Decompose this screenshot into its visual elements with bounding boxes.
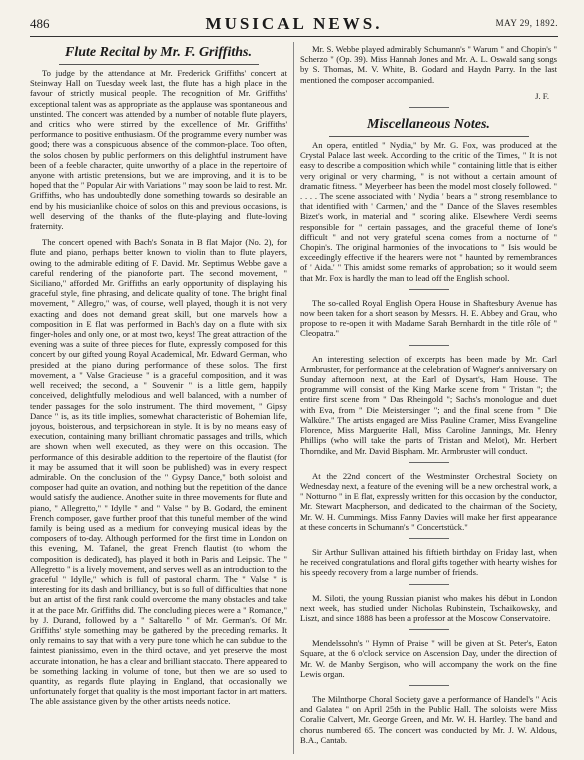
title-rule	[329, 136, 529, 137]
article-paragraph: The concert opened with Bach's Sonata in B flat Major (No. 2), for flute and piano, perhaps better known to violin than to flute players, owing to the admirable editing of F. David. Mr. Septimus Webbe gave a careful rendering of the pianoforte part. The second movement, " Siciliano," afforded Mr. Griffiths an early opportunity of displaying his graceful style, fine phrasing, and delicate quality of tone. The bright final movement, " Allegro," was, of course, well played, though it is not very exacting and does not demand great skill, but one marvels how a composition in E flat was performed in Bach's day on a flute with six finger-holes and only one, or at most two, keys! The great attraction of the evening was a suite of three pieces for flute, expressly composed for this concert by our gifted young Royal Academical, Mr. Edward German, who presided at the piano during performance of these solos. The first movement, a " Valse Gracieuse " is a graceful composition, and it was well received; the second, a " Souvenir " is a little gem, happily conceived, delightfully melodious and well balanced, with a number of tender passages for the solo instrument. The third movement, " Gipsy Dance " is, as its title implies, somewhat characteristic of Bohemian life, joyous, boisterous, and terpsichorean in style. It is by no means easy of execution, containing many brilliant chromatic passages and trills, which are shown when well executed, as they were on this occasion. The performance of this desirable addition to the repertoire of the flautist (for it may be assumed that it will soon be published) was in every respect admirable. On the conclusion of the " Gypsy Dance," both soloist and composer had quite an ovation, and nothing but the repetition of the dance would satisfy the audience. Another suite in three movements for flute and piano, " Allegretto," " Idylle " and " Valse " by B. Godard, the eminent French composer, gave further proof that this tuneful member of the wind family is being used as a medium for conveying musical ideas by the composers of to-day. Although performed for the first time in London on this evening, M. Tafanel, the great French flautist (to whom the composition is dedicated), has played it both in Paris and Leipsic. The " Allegretto " is a lively movement, and serves well as an introduction to the graceful " Idylle," which is full of pastoral charm. The " Valse " is interesting for its dash and brilliancy, but is so full of difficulties that none but an artist of the first rank could overcome the many obstacles and take it at the pace Mr. Griffiths did. The concluding pieces were a " Romance," by J. Durand, followed by a " Saltarello " of Mr. German's. Of Mr. Griffiths' style something may be gathered by the preceding remarks. It only remains to say that with a very pure tone which he can subdue to the faintest pianissimo, even in the third octave, and yet preserve the most accurate intonation, he has a clear and brilliant staccato. There appeared to be something lacking in volume of tone, but then we are so used to quantity, as regards flute playing in England, that occasionally we unfortunately forget that quality is the most important factor in art matters. The able assistance given by the other artists needs notice.	[30, 237, 287, 707]
note-separator	[409, 629, 449, 630]
note-paragraph: The Milnthorpe Choral Society gave a performance of Handel's " Acis and Galatea " on April 25th in the Public Hall. The soloists were Miss Coralie Calvert, Mr. George Green, and Mr. W. H. Hartley. The band and chorus numbered 65. The concert was conducted by Mr. J. W. Aldous, B.A., Cantab.	[300, 693, 557, 745]
masthead-title: MUSICAL NEWS.	[205, 14, 383, 33]
header-rule	[30, 36, 558, 37]
note-separator	[409, 538, 449, 539]
note-paragraph: At the 22nd concert of the Westminster Orchestral Society on Wednesday next, a feature of the evening will be a new orchestral work, a " Notturno " in E flat, expressly written for this occasion by the conductor, Mr. Stewart Macpherson, and dedicated to the chairman of the Society, Mr. W. H. Cummings. Miss Fanny Davies will make her first appearance at these concerts in Schumann's " Concertstück."	[300, 470, 557, 532]
left-column	[30, 44, 287, 752]
note-paragraph: M. Siloti, the young Russian pianist who makes his début in London next week, has studied under Nicholas Rubinstein, Tschaikowsky, and Liszt, and since 1888 has been a professor at the Moscow Conservatoire.	[300, 592, 557, 623]
note-paragraph: Sir Arthur Sullivan attained his fiftieth birthday on Friday last, when he received congratulations and floral gifts together with hearty wishes for his speedy recovery from a large number of friends.	[300, 546, 557, 578]
article-paragraph-continued: Mr. S. Webbe played admirably Schumann's " Warum " and Chopin's " Scherzo " (Op. 39). Miss Hannah Jones and Mr. A. L. Oswald sang songs by S. Thomas, M. V. White, B. Godard and Haydn Parry. In the last mentioned the composer accompanied.	[300, 44, 557, 85]
page-number: 486	[30, 16, 50, 31]
note-paragraph: An interesting selection of excerpts has been made by Mr. Carl Armbruster, for performance at the celebration of Wagner's anniversary on Sunday afternoon next, at the Earl of Dysart's, Ham House. The programme will consist of the King Marke scene from " Tristan "; the entire first scene from " Das Rheingold "; Sachs's monologue and duet with Eva, from " Die Meistersinger "; and the final scene from " Die Walküre." The artists engaged are Miss Pauline Cramer, Miss Evangeline Florence, Miss Marguerite Hall, Miss Caroline Jannings, Mr. Henry Phillips (who will take the parts of Tristan and Melot), Mr. Herbert Thorndike, and Mr. David Bispham. Mr. Armbruster will conduct.	[300, 353, 557, 456]
article-title-flute-recital: Flute Recital by Mr. F. Griffiths.	[65, 45, 252, 60]
note-separator	[409, 584, 449, 585]
column-divider	[293, 42, 294, 754]
right-column	[300, 44, 557, 752]
note-separator	[409, 289, 449, 290]
issue-date: MAY 29, 1892.	[495, 18, 558, 28]
note-separator	[409, 462, 449, 463]
article-signature: J. F.	[535, 90, 549, 101]
section-title-miscellaneous-notes: Miscellaneous Notes.	[367, 117, 490, 133]
title-rule	[59, 64, 259, 65]
note-separator	[409, 685, 449, 686]
article-paragraph: To judge by the attendance at Mr. Frederick Griffiths' concert at Steinway Hall on Tuesday week last, the flute has a high place in the favour of strictly musical people. The recognition of Mr. Griffiths' exceptional talent was as appropriate as the applause was spontaneous and unstinted. The concert was attended by a number of notable flute players, and critics who were stirred by the excellence of Mr. Griffiths' performance to positive enthusiasm. Of the programme every number was good; there was a conspicuous absence of the common-place. Too often, the solos chosen by public performers on this delightful instrument have been of a feeble character, quite unworthy of a place in the repertoire of anyone with artistic pretensions, but we are improving, and it is to be hoped that the " Popular Air with Variations " may soon be laid to rest. Mr. Griffiths, who has undoubtedly done something towards so desirable an end by his musicianlike choice of solos on this and previous occasions, is well deserving of the thanks of the flute-playing and flute-loving fraternity.	[30, 68, 287, 232]
note-paragraph: The so-called Royal English Opera House in Shaftesbury Avenue has now been taken for a short season by Messrs. H. E. Abbey and Grau, who propose to re-open it with Madame Sarah Bernhardt in the title rôle of " Cleopatra."	[300, 297, 557, 339]
note-paragraph: Mendelssohn's " Hymn of Praise " will be given at St. Peter's, Eaton Square, at the 6 o'clock service on Ascension Day, under the direction of Mr. W. de Manby Sergison, who will accompany the work on the fine Lewis organ.	[300, 638, 557, 679]
article-separator	[409, 107, 449, 108]
running-header	[30, 14, 558, 34]
note-paragraph: An opera, entitled " Nydia," by Mr. G. Fox, was produced at the Crystal Palace last week. According to the critic of the Times, " It is not easy to describe a composition which while " containing little that is either very original or very charming, " is not without a certain amount of dramatic fitness. " Meyerbeer has been the model most closely followed. " . . . . The scene associated with ' Nydia ' bears a " strong resemblance to that identified with ' Carmen,' and the " Dance of the Slaves resembles Bizet's work, in material and " scoring alike. Elsewhere Verdi seems responsible for " certain passages, and the graceful theme of Ione's difficult " and not very grateful scena comes from a nocturne of " Chopin's. The original harmonies of the invocations to " Isis would be exceedingly effective if the hearers were not " haunted by remembrances of ' Aida.' " This amidst some remarks of approbation; so it would seem that Mr. Fox is hardly the man to lead off the English school.	[300, 140, 557, 283]
note-separator	[409, 345, 449, 346]
